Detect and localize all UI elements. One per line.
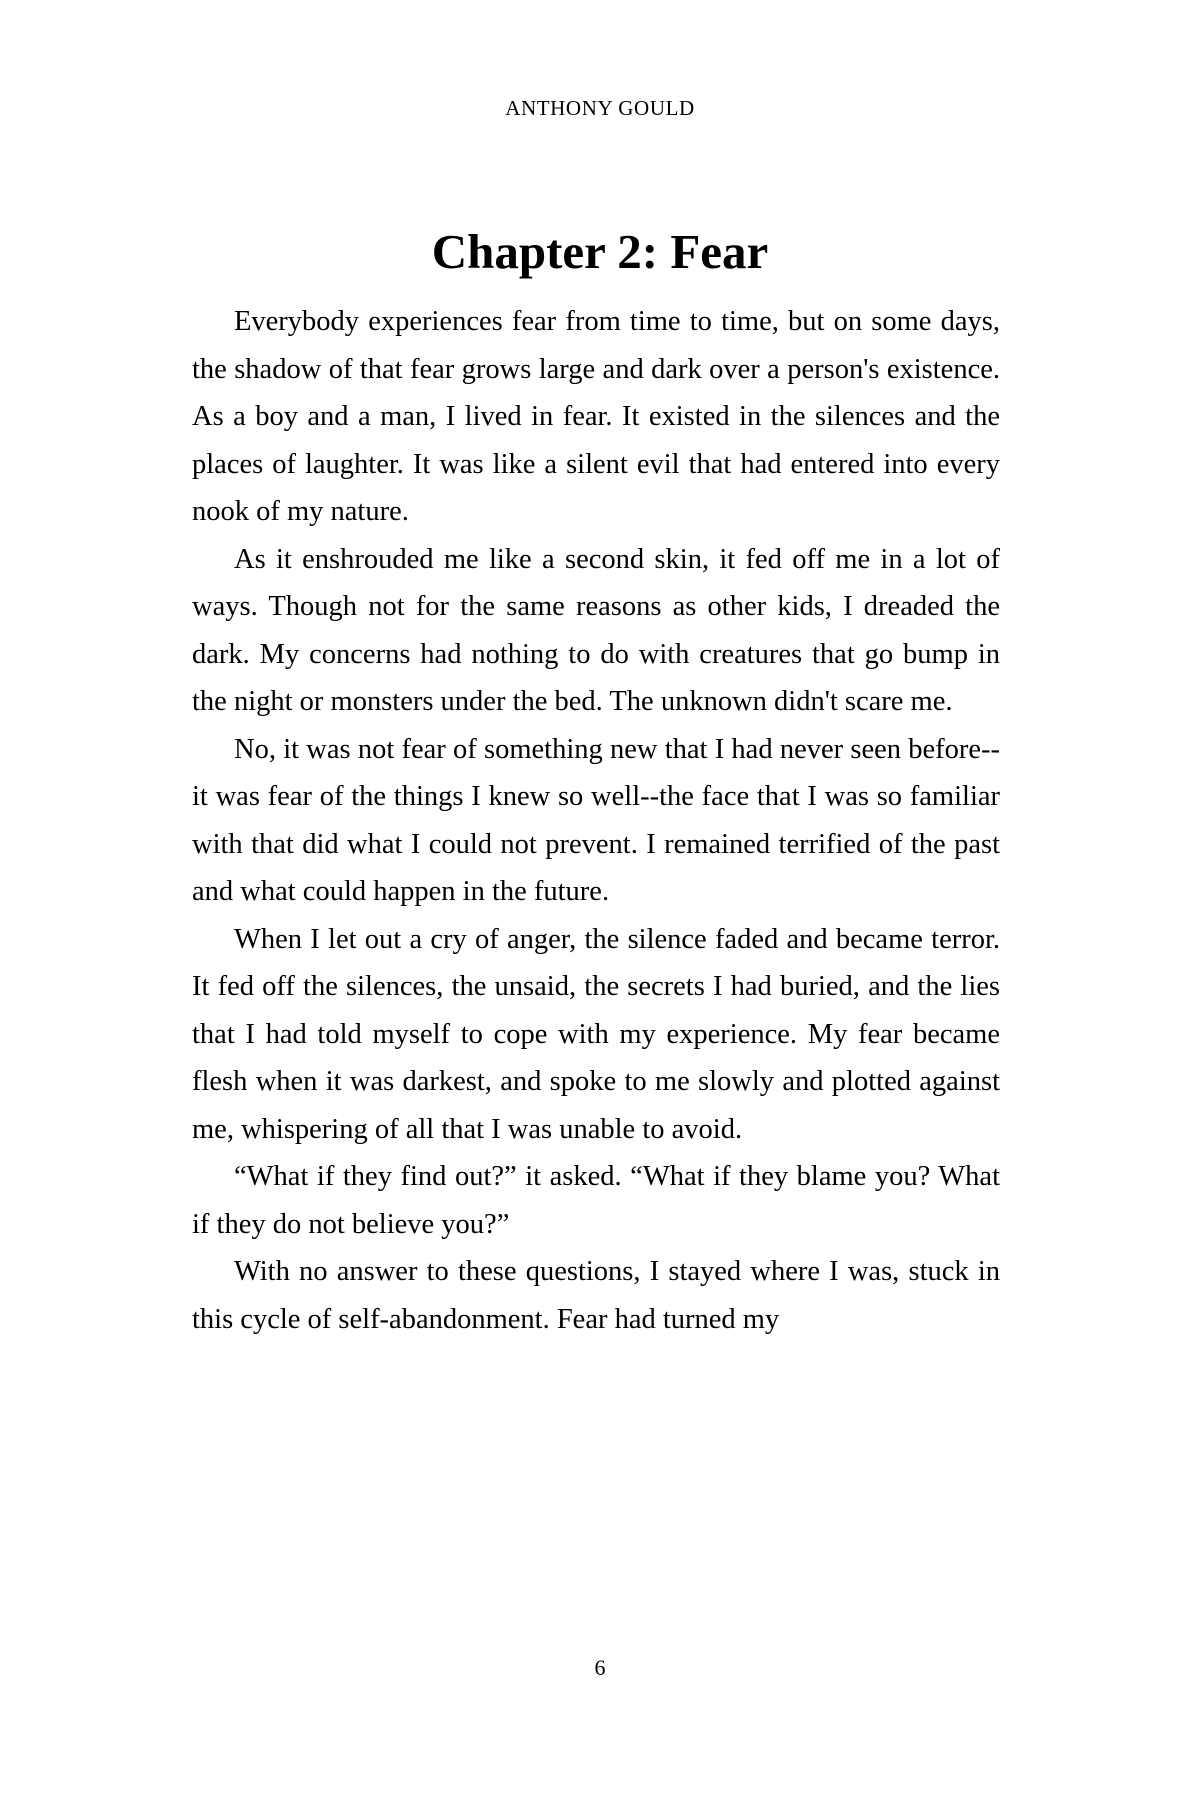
paragraph: When I let out a cry of anger, the silence faded and became terror. It fed off the silences, the unsaid, the secrets I had buried, and the lies that I had told myself to cope with my experience. My fear became flesh when it was darkest, and spoke to me slowly and plotted against me, whispering of all that I was unable to avoid.	[192, 923, 1000, 1145]
paragraph: Everybody experiences fear from time to time, but on some days, the shadow of that fear grows large and dark over a person's existence. As a boy and a man, I lived in fear. It existed in the silences and the places of laughter. It was like a silent evil that had entered into every nook of my nature.	[192, 306, 1000, 527]
chapter-title: Chapter 2: Fear	[431, 223, 769, 279]
running-head: ANTHONY GOULD	[505, 96, 695, 120]
paragraph: With no answer to these questions, I stayed where I was, stuck in this cycle of self-abandonment. Fear had turned my	[192, 1256, 1000, 1335]
page-number: 6	[594, 1655, 606, 1680]
body-text	[192, 298, 1000, 1343]
paragraph: As it enshrouded me like a second skin, it fed off me in a lot of ways. Though not for the same reasons as other kids, I dreaded the dark. My concerns had nothing to do with creatures that go bump in the night or monsters under the bed. The unknown didn't scare me.	[192, 543, 1000, 717]
paragraph: “What if they find out?” it asked. “What if they blame you? What if they do not believe you?”	[192, 1161, 1000, 1240]
paragraph: No, it was not fear of something new that I had never seen before--it was fear of the things I knew so well--the face that I was so familiar with that did what I could not prevent. I remained terrified of the past and what could happen in the future.	[192, 733, 1000, 907]
